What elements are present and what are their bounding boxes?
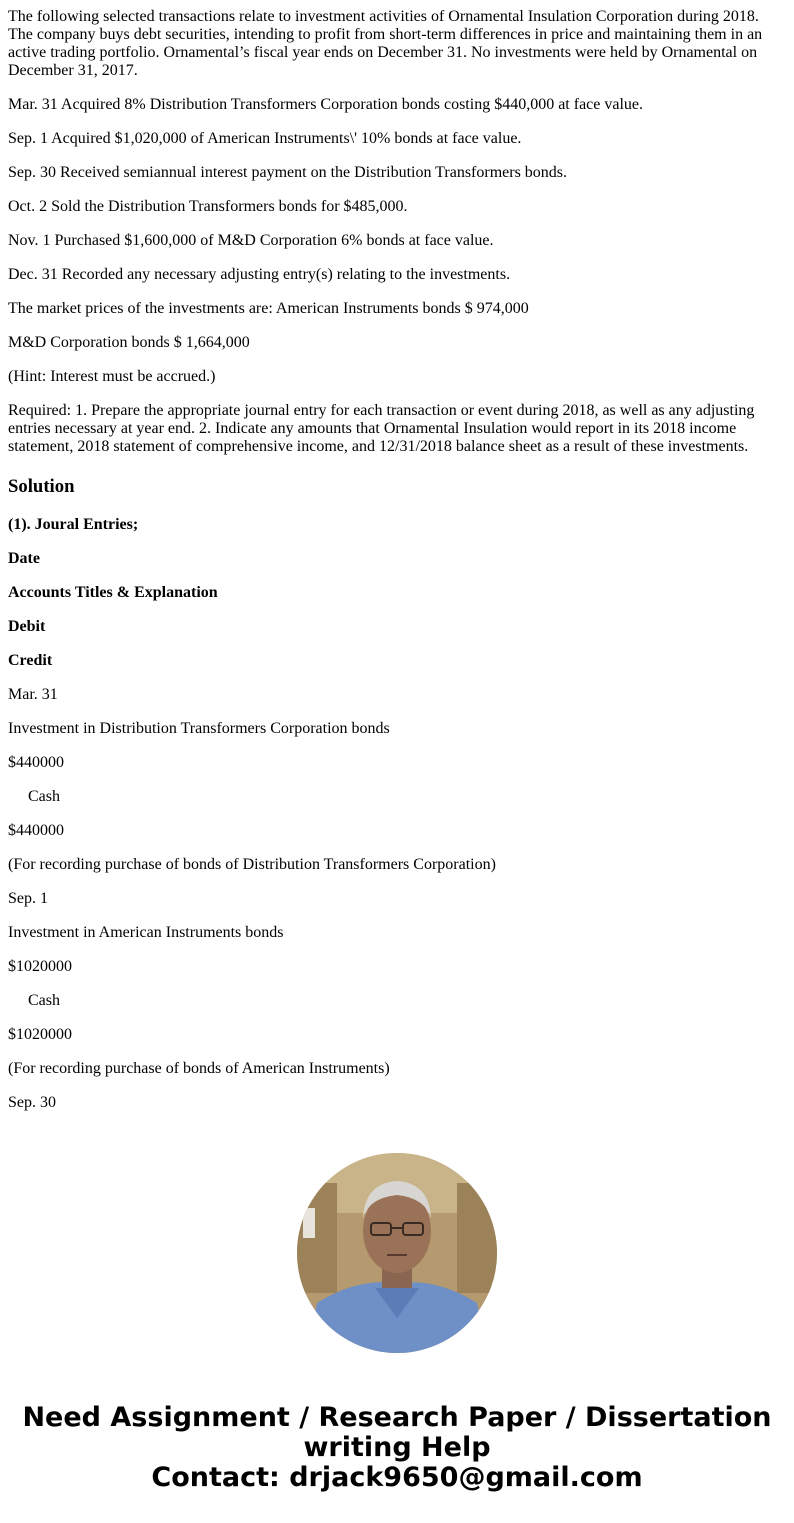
document-body: [8, 8, 786, 1128]
transaction-sep-1: Sep. 1 Acquired $1,020,000 of American Instruments\' 10% bonds at face value.: [8, 130, 522, 147]
entry-explanation: (For recording purchase of bonds of American Instruments): [8, 1060, 390, 1077]
entry-debit-amount: $1020000: [8, 958, 72, 975]
transaction-sep-30: Sep. 30 Received semiannual interest payment on the Distribution Transformers bonds.: [8, 164, 568, 181]
column-header-date: Date: [8, 550, 40, 567]
entry-debit-account: Investment in Distribution Transformers Corporation bonds: [8, 720, 390, 737]
entry-credit-account: Cash: [28, 992, 60, 1009]
required-text: Required: 1. Prepare the appropriate journal entry for each transaction or event during 2018, as well as any adjusting entries necessary at year end. 2. Indicate any amounts that Ornamental Insulation would report in its 2018 income statement, 2018 statement of comprehensive income, and 12/31/2018 balance sheet as a result of these investments.: [8, 402, 755, 455]
transaction-nov-1: Nov. 1 Purchased $1,600,000 of M&D Corporation 6% bonds at face value.: [8, 232, 494, 249]
hint-text: (Hint: Interest must be accrued.): [8, 368, 216, 385]
transaction-oct-2: Oct. 2 Sold the Distribution Transformers bonds for $485,000.: [8, 198, 408, 215]
entry-date: Sep. 1: [8, 890, 48, 907]
author-photo: [297, 1153, 497, 1353]
author-portrait-image: [297, 1153, 497, 1353]
promo-line-2: writing Help: [303, 1432, 491, 1463]
entry-debit-amount: $440000: [8, 754, 64, 771]
question-intro: The following selected transactions relate to investment activities of Ornamental Insulation Corporation during 2018. The company buys debt securities, intending to profit from short-term differences in price and maintaining them in an active trading portfolio. Ornamental’s fiscal year ends on December 31. No investments were held by Ornamental on December 31, 2017.: [8, 8, 763, 79]
column-header-credit: Credit: [8, 652, 53, 669]
journal-entries-subheading: (1). Joural Entries;: [8, 516, 139, 533]
contact-banner: [0, 1403, 794, 1493]
entry-date: Mar. 31: [8, 686, 58, 703]
entry-credit-amount: $440000: [8, 822, 64, 839]
entry-date: Sep. 30: [8, 1094, 56, 1111]
solution-heading: Solution: [8, 476, 75, 497]
md-market-price-line: M&D Corporation bonds $ 1,664,000: [8, 334, 250, 351]
promo-line-1: Need Assignment / Research Paper / Dissertation: [22, 1402, 772, 1433]
entry-credit-account: Cash: [28, 788, 60, 805]
promo-contact-email: Contact: drjack9650@gmail.com: [151, 1462, 643, 1493]
column-header-debit: Debit: [8, 618, 46, 635]
transaction-mar-31: Mar. 31 Acquired 8% Distribution Transformers Corporation bonds costing $440,000 at face value.: [8, 96, 644, 113]
market-prices-line: The market prices of the investments are: American Instruments bonds $ 974,000: [8, 300, 529, 317]
column-header-accounts: Accounts Titles & Explanation: [8, 584, 218, 601]
transaction-dec-31: Dec. 31 Recorded any necessary adjusting entry(s) relating to the investments.: [8, 266, 511, 283]
entry-explanation: (For recording purchase of bonds of Distribution Transformers Corporation): [8, 856, 496, 873]
entry-credit-amount: $1020000: [8, 1026, 72, 1043]
entry-debit-account: Investment in American Instruments bonds: [8, 924, 284, 941]
